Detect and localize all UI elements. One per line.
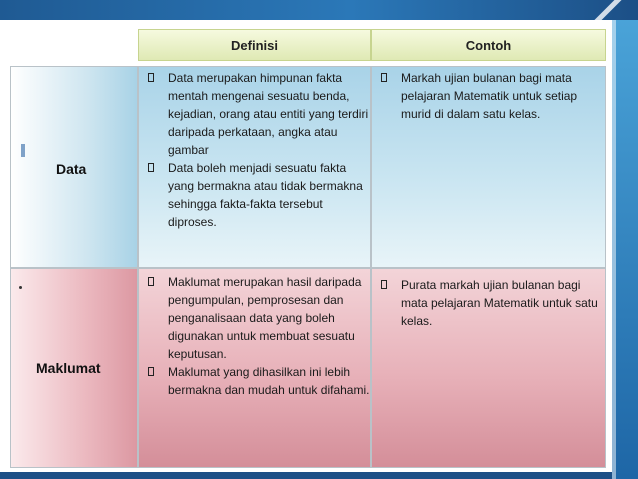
row-label-maklumat: Maklumat <box>36 360 101 376</box>
definition-list-data <box>140 69 370 231</box>
list-item-text: Data boleh menjadi sesuatu fakta yang bermakna atau tidak bermakna sehingga fakta-fakta tersebut diproses. <box>168 161 363 229</box>
square-bullet-icon <box>148 73 154 82</box>
marker-dot-decoration <box>19 286 22 289</box>
square-bullet-icon <box>148 163 154 172</box>
slide-bottom-banner <box>0 472 612 479</box>
list-item-text: Maklumat merupakan hasil daripada pengumpulan, pemprosesan dan penganalisaan data yang boleh digunakan untuk membuat sesuatu keputusan. <box>168 275 362 361</box>
list-item <box>373 276 598 330</box>
definition-list-maklumat <box>140 273 370 399</box>
example-list-data <box>373 69 598 123</box>
row-label-data: Data <box>56 161 87 177</box>
list-item-text: Maklumat yang dihasilkan ini lebih bermakna dan mudah untuk difahami. <box>168 365 370 397</box>
example-list-maklumat <box>373 276 598 330</box>
square-bullet-icon <box>381 280 387 289</box>
list-item-text: Purata markah ujian bulanan bagi mata pelajaran Matematik untuk satu kelas. <box>401 278 598 328</box>
header-definisi: Definisi <box>138 29 371 61</box>
header-contoh: Contoh <box>371 29 606 61</box>
slide-top-banner <box>0 0 638 20</box>
list-item <box>140 69 370 159</box>
list-item <box>140 159 370 231</box>
square-bullet-icon <box>148 277 154 286</box>
list-item-text: Markah ujian bulanan bagi mata pelajaran Matematik untuk setiap murid di dalam satu kelas. <box>401 71 578 121</box>
square-bullet-icon <box>148 367 154 376</box>
list-item <box>373 69 598 123</box>
slide-right-decoration <box>612 20 638 479</box>
square-bullet-icon <box>381 73 387 82</box>
marker-bar-decoration <box>21 144 25 157</box>
list-item <box>140 273 370 363</box>
list-item-text: Data merupakan himpunan fakta mentah mengenai sesuatu benda, kejadian, orang atau entiti yang terdiri daripada perkataan, angka atau gambar <box>168 71 369 157</box>
list-item <box>140 363 370 399</box>
